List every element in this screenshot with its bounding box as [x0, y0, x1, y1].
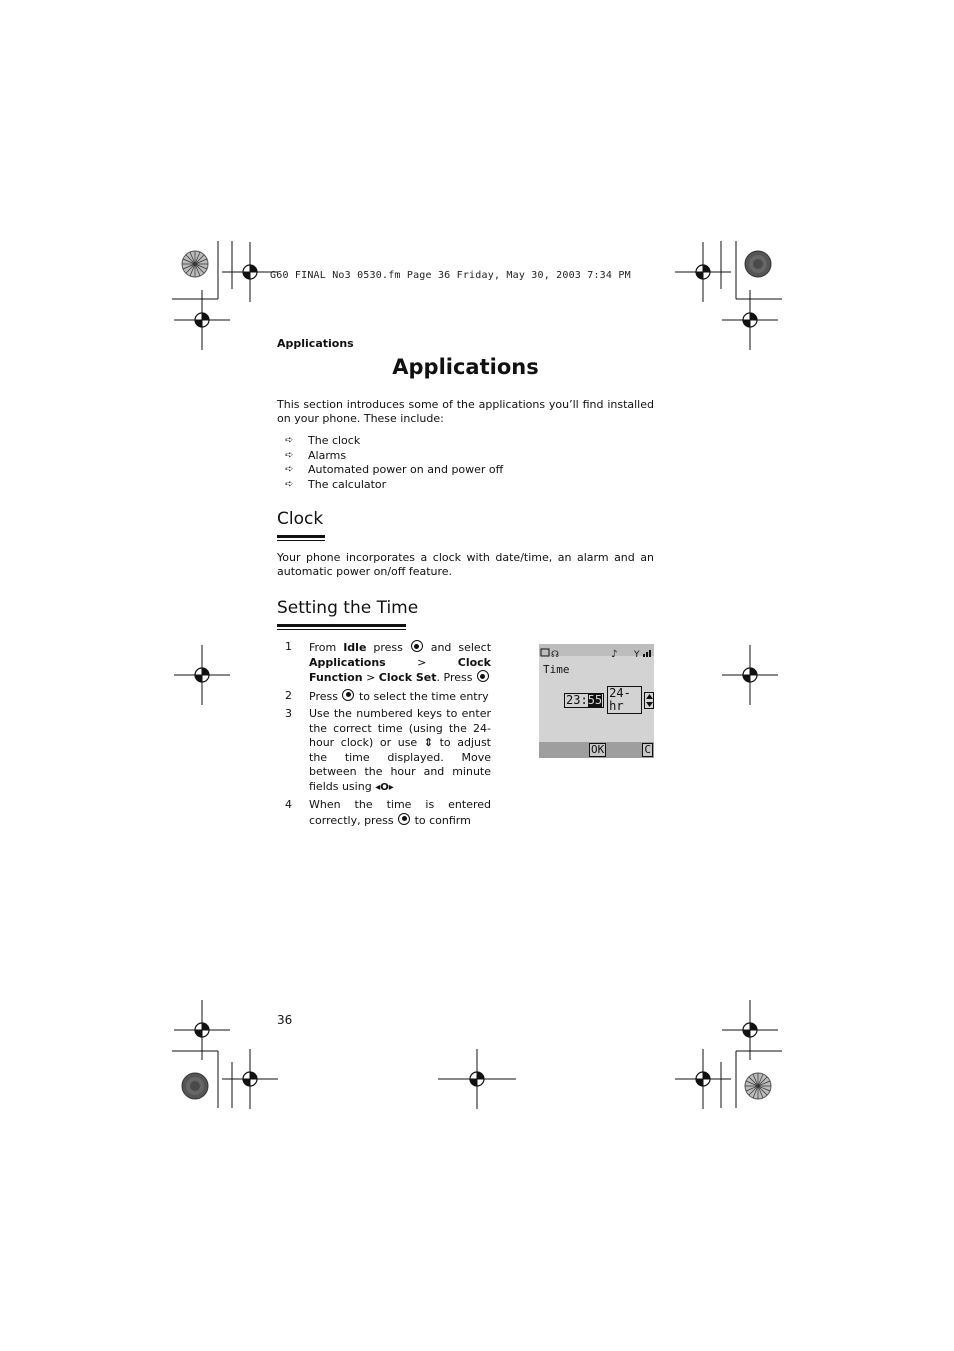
- intro-paragraph: This section introduces some of the applications you’ll find installed on your phone. These include:: [277, 398, 654, 425]
- step-number: 2: [285, 688, 292, 702]
- step-item: [285, 689, 491, 705]
- ok-softkey[interactable]: OK: [591, 743, 605, 756]
- list-item-label: Automated power on and power off: [308, 463, 504, 476]
- idle-keyword: Idle: [343, 641, 367, 654]
- steps-list: [285, 640, 491, 831]
- clock-paragraph: Your phone incorporates a clock with date/time, an alarm and an automatic power on/off feature.: [277, 551, 654, 578]
- menu-separator: >: [417, 655, 427, 669]
- heading-rule: [277, 535, 325, 538]
- page-number: 36: [277, 1013, 293, 1027]
- time-entry[interactable]: [564, 686, 654, 714]
- clear-softkey[interactable]: C: [644, 743, 651, 756]
- step-word: to adjust the time displayed. Move between the hour and minute fields using: [309, 736, 491, 793]
- minute-field[interactable]: 55: [587, 692, 603, 707]
- arrow-bullet-icon: ➪: [285, 449, 294, 461]
- list-item: [285, 463, 503, 478]
- step-word: From: [309, 641, 337, 654]
- arrow-bullet-icon: ➪: [285, 435, 294, 446]
- hour-field[interactable]: 23: [566, 692, 581, 707]
- message-icon: [541, 649, 549, 656]
- step-word: press: [373, 641, 403, 654]
- signal-bar: [649, 650, 651, 657]
- step-number: 3: [285, 707, 292, 720]
- joystick-press-icon: [342, 689, 354, 701]
- heading-rule: [277, 540, 325, 541]
- file-header: G60 FINAL No3 0530.fm Page 36 Friday, May 30, 2003 7:34 PM: [270, 270, 631, 281]
- joystick-press-icon: [398, 813, 410, 825]
- time-display: [564, 693, 604, 708]
- joystick-left-right-icon: ◂O▸: [375, 781, 394, 793]
- clock-mode-field[interactable]: 24-hr: [607, 686, 642, 714]
- step-word: . Press: [436, 671, 473, 684]
- step-word: and select: [430, 641, 492, 654]
- clock-heading: Clock: [277, 509, 324, 529]
- step-word: When the time is entered correctly, press: [309, 798, 491, 827]
- signal-bar: [646, 652, 648, 657]
- list-item: [285, 434, 503, 449]
- step-text: [309, 640, 491, 686]
- phone-screen: [539, 644, 654, 758]
- status-bar: [539, 644, 654, 659]
- menu-clock-set: Clock Set: [378, 671, 437, 684]
- menu-clock-function: Clock Function: [309, 655, 491, 684]
- menu-applications: Applications: [309, 655, 386, 669]
- heading-rule: [277, 624, 406, 627]
- arrow-bullet-icon: ➪: [285, 464, 294, 475]
- menu-separator: >: [366, 671, 376, 684]
- list-item: [285, 449, 503, 464]
- spinner-arrows-icon[interactable]: [644, 692, 654, 709]
- step-word: Use the numbered keys to enter the correct time (using the 24-hour clock) or use: [309, 707, 491, 749]
- step-text: [309, 798, 491, 828]
- joystick-press-icon: [411, 640, 423, 652]
- joystick-press-icon: [477, 670, 489, 682]
- list-item-label: The calculator: [308, 477, 387, 491]
- step-text: [309, 689, 491, 705]
- antenna-icon: Y: [634, 650, 640, 659]
- heading-rule: [277, 629, 406, 630]
- arrow-bullet-icon: ➪: [285, 478, 294, 490]
- time-separator: :: [580, 692, 588, 707]
- step-item: [285, 640, 491, 686]
- list-item-label: Alarms: [308, 448, 347, 462]
- running-head: Applications: [277, 337, 354, 350]
- step-text: [309, 707, 491, 795]
- joystick-up-down-icon: ⇕: [423, 736, 433, 749]
- signal-bar: [643, 654, 645, 657]
- step-number: 4: [285, 798, 292, 811]
- status-icons: [539, 647, 654, 659]
- step-item: [285, 707, 491, 795]
- headset-icon: ☊: [551, 650, 559, 659]
- applications-list: [285, 434, 503, 492]
- step-word: to select the time entry: [358, 689, 489, 703]
- screen-label: Time: [543, 663, 570, 676]
- page-title: Applications: [392, 355, 539, 379]
- step-word: to confirm: [414, 813, 471, 827]
- step-number: 1: [285, 640, 292, 653]
- list-item-label: The clock: [308, 434, 361, 447]
- setting-time-heading: Setting the Time: [277, 598, 419, 618]
- list-item: [285, 478, 503, 493]
- ringtone-icon: ♪: [611, 649, 618, 659]
- step-word: Press: [309, 689, 338, 703]
- step-item: [285, 798, 491, 828]
- softkey-bar: [539, 742, 654, 758]
